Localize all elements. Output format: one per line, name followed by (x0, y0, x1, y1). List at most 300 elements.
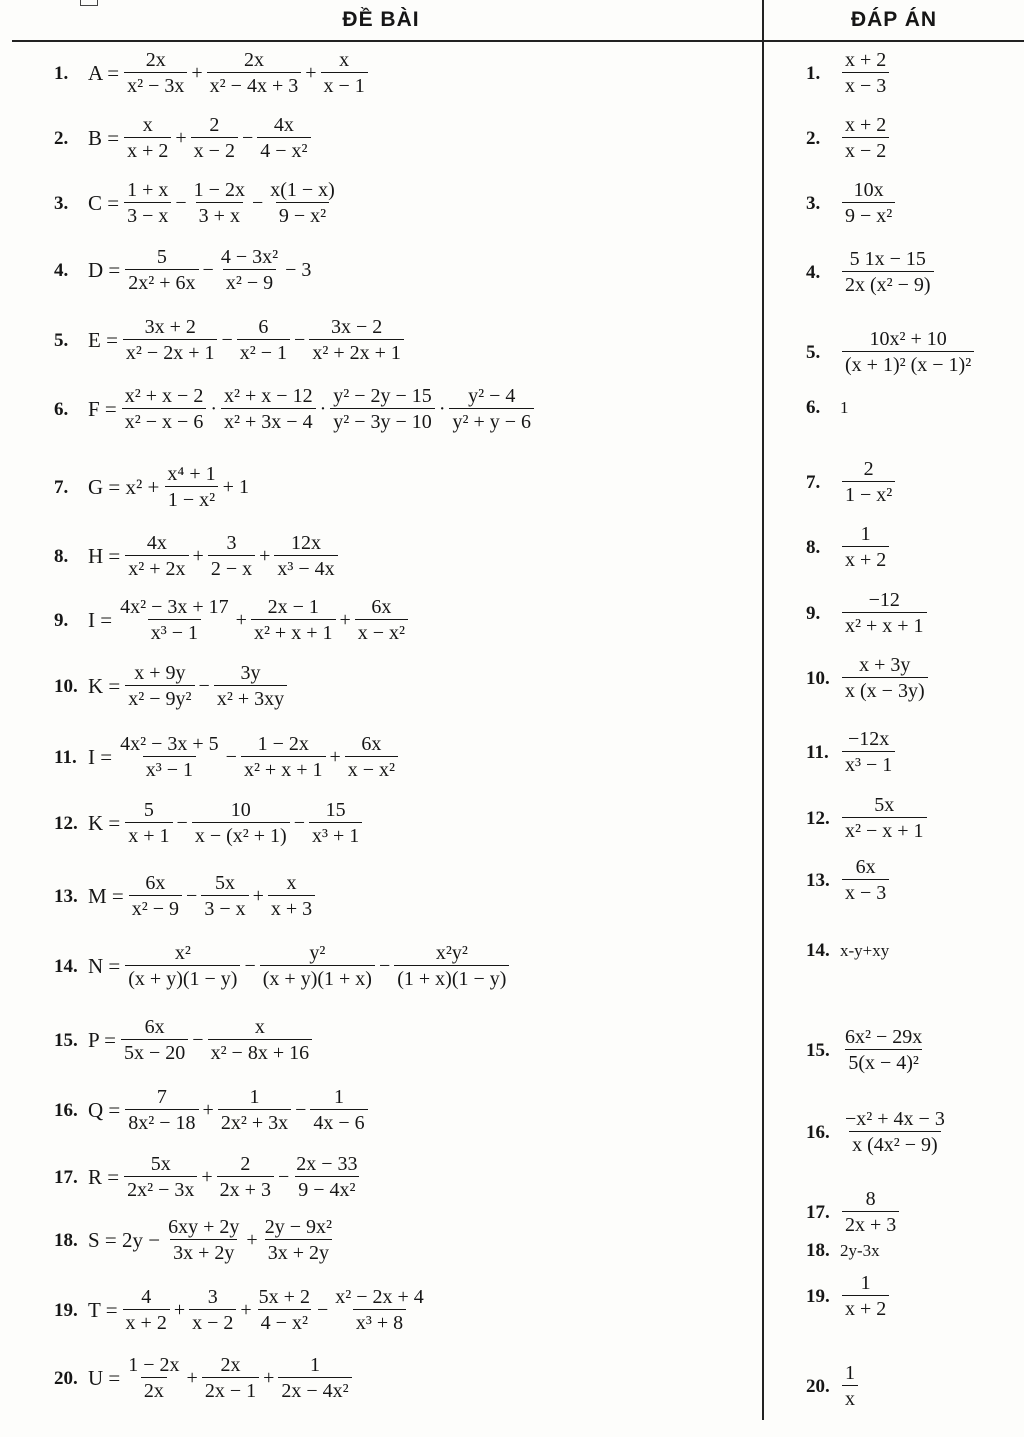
fraction (125, 663, 194, 709)
fraction (267, 180, 338, 226)
fraction (207, 50, 302, 96)
denominator: 8x² − 18 (125, 1109, 198, 1133)
numerator: x + 9y (134, 662, 186, 684)
answer-number: 20. (806, 1375, 830, 1397)
numerator: x² + x − 12 (224, 385, 313, 407)
answer-fraction (842, 329, 974, 375)
answer-fraction (842, 655, 928, 701)
denominator: x² − 4x + 3 (207, 72, 302, 96)
expression-name: P = (88, 1027, 116, 1052)
problem-number: 17. (54, 1166, 78, 1188)
fraction (125, 943, 240, 989)
answer-row (806, 250, 936, 294)
answer-row (806, 928, 889, 972)
operator: + (201, 1166, 213, 1188)
operator: · (210, 398, 218, 420)
numerator: 1 (310, 1354, 321, 1376)
problem-number: 7. (54, 476, 69, 498)
numerator: 5 1x − 15 (849, 248, 926, 270)
operator: + (175, 127, 187, 149)
problem-row (54, 534, 340, 578)
answer-row (806, 1364, 860, 1408)
operator: − (316, 1299, 329, 1321)
denominator: 2x − 1 (202, 1377, 259, 1401)
denominator: 2 − x (208, 555, 255, 579)
operator: · (319, 398, 327, 420)
denominator: x³ − 1 (148, 619, 201, 643)
operator: − (186, 885, 198, 907)
operator: + (329, 746, 341, 768)
answers-column-title: ĐÁP ÁN (850, 8, 938, 31)
operator: + (202, 1099, 214, 1121)
fraction (355, 597, 408, 643)
fraction (125, 1087, 198, 1133)
denominator: x³ − 1 (143, 756, 196, 780)
denominator: (x + y)(1 − y) (125, 965, 240, 989)
numerator: x + 2 (845, 114, 887, 136)
denominator: 1 − x² (842, 481, 895, 505)
numerator: x⁴ + 1 (167, 463, 216, 485)
numerator: y² − 4 (468, 385, 516, 407)
numerator: 3x − 2 (330, 316, 383, 338)
denominator: 2x² + 3x (218, 1109, 291, 1133)
numerator: 4x (273, 114, 294, 136)
problem-number: 16. (54, 1099, 78, 1121)
operator: + (235, 609, 247, 631)
numerator: 1 (845, 1362, 855, 1384)
operator: − (277, 1166, 290, 1188)
numerator: 2x (243, 49, 264, 71)
numerator: −12 (868, 589, 900, 611)
corner-mark (80, 0, 98, 6)
denominator: 4x − 6 (310, 1109, 367, 1133)
problem-row (54, 1155, 363, 1199)
problem-number: 1. (54, 62, 69, 84)
expression-name: D = (88, 257, 121, 282)
denominator: x (842, 1385, 858, 1409)
denominator: x² − 1 (237, 339, 290, 363)
numerator: 6 (258, 316, 269, 338)
answer-number: 5. (806, 341, 821, 363)
denominator: 3x + 2y (265, 1239, 332, 1263)
operator: · (438, 398, 446, 420)
fraction (125, 1355, 182, 1401)
fraction (332, 1287, 427, 1333)
denominator: 3 − x (124, 202, 171, 226)
denominator: x − 2 (189, 1309, 236, 1333)
fraction (192, 800, 290, 846)
numerator: 2x − 1 (267, 596, 319, 618)
numerator: 6x (361, 733, 382, 755)
numerator: 6x (855, 856, 876, 878)
fraction (345, 734, 398, 780)
problem-number: 8. (54, 545, 69, 567)
denominator: x² − 9 (129, 895, 182, 919)
expression-name: U = (88, 1365, 121, 1390)
answer-fraction (842, 1363, 858, 1409)
answer-number: 4. (806, 261, 821, 283)
expression-tail: − 3 (285, 259, 312, 281)
fraction (214, 663, 287, 709)
numerator: 1 (860, 523, 871, 545)
answer-row (806, 858, 891, 902)
fraction (268, 873, 315, 919)
operator: − (244, 955, 256, 977)
numerator: x (142, 114, 153, 136)
numerator: 2x (145, 49, 166, 71)
expression-name: I = (88, 607, 113, 632)
answer-number: 13. (806, 869, 830, 891)
numerator: x² (174, 942, 191, 964)
denominator: x² − x − 6 (122, 408, 207, 432)
fraction (124, 1154, 197, 1200)
denominator: x³ − 4x (274, 555, 337, 579)
numerator: y² (309, 942, 326, 964)
numerator: 1 (249, 1086, 260, 1108)
numerator: 4x² − 3x + 5 (120, 733, 219, 755)
numerator: 2 (863, 458, 874, 480)
operator: − (221, 329, 233, 351)
fraction (310, 1087, 367, 1133)
denominator: x − 1 (321, 72, 368, 96)
problem-row (54, 1356, 354, 1400)
numerator: 5 (156, 246, 167, 268)
problem-number: 19. (54, 1299, 78, 1321)
problem-number: 5. (54, 329, 69, 351)
problem-number: 4. (54, 259, 69, 281)
answer-fraction (842, 729, 895, 775)
problem-number: 2. (54, 127, 69, 149)
expression-name: H = (88, 543, 121, 568)
denominator: 9 − 4x² (295, 1176, 358, 1200)
numerator: 12x (291, 532, 322, 554)
problem-number: 18. (54, 1229, 78, 1251)
answer-row (806, 591, 929, 635)
numerator: x (254, 1016, 265, 1038)
problem-row (54, 801, 364, 845)
denominator: x³ + 1 (309, 822, 362, 846)
problem-number: 12. (54, 812, 78, 834)
column-divider (762, 0, 764, 1420)
header-divider (12, 40, 1024, 42)
expression-name: I = (88, 744, 113, 769)
answer-row (806, 116, 891, 160)
operator: − (241, 127, 254, 149)
denominator: 2x + 3 (217, 1176, 274, 1200)
answer-number: 15. (806, 1039, 830, 1061)
fraction (125, 533, 188, 579)
operator: + (305, 62, 317, 84)
answer-fraction (842, 50, 889, 96)
fraction (330, 386, 435, 432)
answer-row (806, 1110, 950, 1154)
fraction (201, 873, 248, 919)
numerator: 6xy + 2y (168, 1216, 240, 1238)
fraction (208, 533, 255, 579)
numerator: 5x + 2 (258, 1286, 310, 1308)
problem-row (54, 465, 251, 509)
fraction (122, 386, 207, 432)
fraction (309, 317, 404, 363)
operator: − (192, 1029, 204, 1051)
fraction (309, 800, 362, 846)
operator: − (251, 192, 264, 214)
fraction (125, 247, 198, 293)
answer-number: 14. (806, 939, 830, 961)
operator: − (225, 746, 237, 768)
fraction (202, 1355, 259, 1401)
numerator: 2x − 33 (296, 1153, 358, 1175)
expression-tail: + 1 (222, 476, 249, 498)
answer-fraction (842, 590, 927, 636)
operator: + (191, 62, 203, 84)
denominator: 9 − x² (842, 202, 895, 226)
operator: − (176, 812, 188, 834)
denominator: x² + 3x − 4 (221, 408, 316, 432)
fraction (208, 1017, 313, 1063)
fraction (257, 115, 310, 161)
denominator: x² + 2x (125, 555, 188, 579)
problem-row (54, 1088, 370, 1132)
denominator: 1 − x² (165, 486, 218, 510)
denominator: x² + x + 1 (251, 619, 336, 643)
numerator: y² − 2y − 15 (333, 385, 432, 407)
numerator: 2x (220, 1354, 241, 1376)
numerator: 1 − 2x (193, 179, 245, 201)
problem-row (54, 181, 340, 225)
operator: − (202, 259, 214, 281)
denominator: 2x² + 6x (125, 269, 198, 293)
numerator: 5 (143, 799, 154, 821)
expression-name: F = (88, 396, 117, 421)
answer-number: 18. (806, 1239, 830, 1261)
fraction (124, 180, 171, 226)
answer-number: 7. (806, 471, 821, 493)
fraction (124, 115, 171, 161)
denominator: x³ + 8 (353, 1309, 406, 1333)
operator: + (192, 545, 204, 567)
answer-row (806, 181, 897, 225)
fraction (125, 800, 172, 846)
answer-row (806, 656, 930, 700)
numerator: 10 (230, 799, 251, 821)
numerator: −12x (848, 728, 890, 750)
denominator: 4 − x² (257, 137, 310, 161)
operator: + (339, 609, 351, 631)
fraction (274, 533, 337, 579)
numerator: 6x (145, 872, 166, 894)
answer-number: 12. (806, 807, 830, 829)
fraction (165, 1217, 242, 1263)
fraction (262, 1217, 335, 1263)
answer-fraction (842, 249, 934, 295)
fraction (189, 1287, 236, 1333)
fraction (218, 247, 281, 293)
answer-fraction (842, 857, 889, 903)
fraction (191, 115, 238, 161)
fraction (293, 1154, 360, 1200)
denominator: x − (x² + 1) (192, 822, 290, 846)
denominator: 3 − x (201, 895, 248, 919)
operator: − (295, 1099, 307, 1121)
fraction (278, 1355, 351, 1401)
fraction (221, 386, 316, 432)
denominator: (x + y)(1 + x) (260, 965, 375, 989)
denominator: x − 3 (842, 72, 889, 96)
fraction (241, 734, 326, 780)
answer-fraction (842, 1027, 925, 1073)
problem-number: 3. (54, 192, 69, 214)
expression-name: B = (88, 125, 120, 150)
problem-row (54, 664, 289, 708)
numerator: 4 (141, 1286, 152, 1308)
operator: + (259, 545, 271, 567)
problem-row (54, 116, 313, 160)
expression-name: G = x² + (88, 474, 160, 499)
expression-name: R = (88, 1164, 120, 1189)
answer-row (806, 525, 891, 569)
numerator: x² + x − 2 (124, 385, 204, 407)
answer-fraction (842, 459, 895, 505)
answer-row (806, 51, 891, 95)
fraction (449, 386, 534, 432)
denominator: x² + x + 1 (842, 612, 927, 636)
numerator: 6x (371, 596, 392, 618)
answer-fraction (842, 180, 895, 226)
problem-row (54, 944, 511, 988)
numerator: 1 (860, 1272, 871, 1294)
denominator: 2x − 4x² (278, 1377, 351, 1401)
numerator: x(1 − x) (270, 179, 335, 201)
denominator: 5(x − 4)² (845, 1049, 922, 1073)
numerator: 7 (156, 1086, 167, 1108)
numerator: 10x (853, 179, 884, 201)
denominator: x − 2 (842, 137, 889, 161)
answer-fraction (842, 1109, 948, 1155)
answer-number: 10. (806, 667, 830, 689)
problem-number: 6. (54, 398, 69, 420)
numerator: 8 (865, 1188, 876, 1210)
answer-number: 1. (806, 62, 821, 84)
fraction (217, 1154, 274, 1200)
fraction (123, 1287, 170, 1333)
denominator: x² − 2x + 1 (123, 339, 218, 363)
fraction (123, 317, 218, 363)
numerator: x² − 2x + 4 (335, 1286, 424, 1308)
answer-fraction (842, 1273, 889, 1319)
denominator: x² − x + 1 (842, 817, 927, 841)
denominator: x³ − 1 (842, 751, 895, 775)
denominator: x² − 9 (223, 269, 276, 293)
denominator: 2x (141, 1377, 167, 1401)
denominator: x² + x + 1 (241, 756, 326, 780)
denominator: x² + 2x + 1 (309, 339, 404, 363)
expression-name: M = (88, 883, 124, 908)
answer-number: 16. (806, 1121, 830, 1143)
problem-row (54, 1018, 314, 1062)
numerator: 4x² − 3x + 17 (120, 596, 229, 618)
operator: + (246, 1229, 258, 1251)
expression-name: K = (88, 673, 121, 698)
problem-number: 13. (54, 885, 78, 907)
numerator: x²y² (435, 942, 468, 964)
operator: − (294, 329, 306, 351)
operator: + (263, 1367, 275, 1389)
denominator: x − 2 (191, 137, 238, 161)
numerator: x + 3y (859, 654, 911, 676)
problem-row (54, 874, 317, 918)
answer-value: x-y+xy (840, 940, 890, 960)
numerator: x + 2 (845, 49, 887, 71)
answer-row (806, 330, 976, 374)
answer-fraction (842, 115, 889, 161)
fraction (117, 597, 232, 643)
denominator: x² − 3x (124, 72, 187, 96)
fraction (129, 873, 182, 919)
fraction (394, 943, 509, 989)
fraction (260, 943, 375, 989)
answer-row (806, 1228, 880, 1272)
denominator: 2x (x² − 9) (842, 271, 934, 295)
denominator: x − x² (345, 756, 398, 780)
denominator: 4 − x² (258, 1309, 311, 1333)
denominator: x + 2 (123, 1309, 170, 1333)
denominator: x² − 9y² (125, 685, 194, 709)
numerator: 3y (240, 662, 261, 684)
problem-row (54, 598, 410, 642)
fraction (256, 1287, 313, 1333)
expression-name: S = 2y − (88, 1227, 161, 1252)
operator: + (252, 885, 264, 907)
answer-number: 6. (806, 396, 821, 418)
fraction (251, 597, 336, 643)
expression-name: T = (88, 1297, 118, 1322)
numerator: x (286, 872, 297, 894)
numerator: 1 + x (127, 179, 169, 201)
denominator: 9 − x² (276, 202, 329, 226)
numerator: 4 − 3x² (220, 246, 279, 268)
numerator: 3 (207, 1286, 218, 1308)
expression-name: E = (88, 327, 118, 352)
fraction (191, 180, 248, 226)
numerator: 10x² + 10 (869, 328, 947, 350)
answer-number: 17. (806, 1201, 830, 1223)
denominator: x − x² (355, 619, 408, 643)
denominator: x + 2 (842, 546, 889, 570)
numerator: 5x (150, 1153, 171, 1175)
answer-number: 2. (806, 127, 821, 149)
numerator: 2 (240, 1153, 251, 1175)
numerator: 1 (334, 1086, 345, 1108)
expression-name: Q = (88, 1097, 121, 1122)
answer-number: 3. (806, 192, 821, 214)
denominator: 5x − 20 (121, 1039, 188, 1063)
numerator: 1 − 2x (128, 1354, 180, 1376)
denominator: y² − 3y − 10 (330, 408, 435, 432)
numerator: 2 (209, 114, 220, 136)
fraction (218, 1087, 291, 1133)
problem-number: 11. (54, 746, 77, 768)
answer-value: 1 (840, 397, 849, 417)
expression-name: N = (88, 953, 121, 978)
answer-row (806, 460, 897, 504)
denominator: 2x + 3 (842, 1211, 899, 1235)
problem-row (54, 1218, 337, 1262)
answer-row (806, 1028, 927, 1072)
denominator: y² + y − 6 (449, 408, 534, 432)
operator: − (175, 192, 187, 214)
problem-number: 9. (54, 609, 69, 631)
